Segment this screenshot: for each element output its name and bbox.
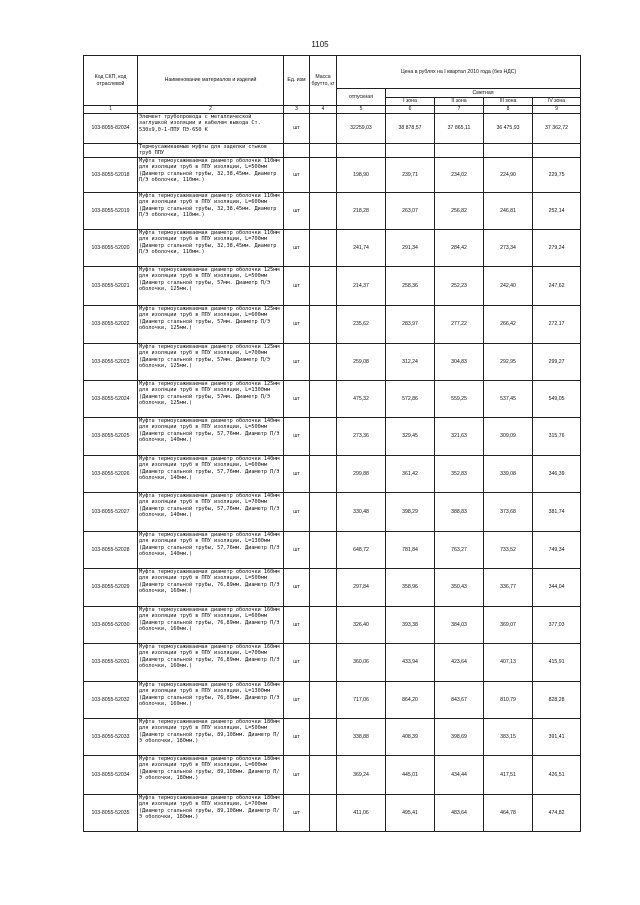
zone-1-price: 572,86	[386, 381, 435, 418]
zone-3-price: 373,68	[484, 493, 533, 532]
release-price: 330,48	[337, 493, 386, 532]
zone-3-price: 464,78	[484, 795, 533, 832]
zone-2-price: 434,44	[435, 756, 484, 795]
release-price: 259,08	[337, 344, 386, 381]
zone-4-price: 749,34	[533, 532, 581, 569]
item-unit: шт	[284, 607, 310, 644]
release-price: 214,37	[337, 267, 386, 306]
zone-2-price: 304,83	[435, 344, 484, 381]
zone-1-price: 38 878,57	[386, 114, 435, 144]
zone-3-price: 537,45	[484, 381, 533, 418]
item-code: 103-8055-52020	[84, 230, 138, 267]
item-name: Муфта термоусаживаемая диаметр оболочки 125мм для изоляции труб в ППУ изоляции, L=1300мм (Диаметр стальной трубы, 57мм. Диаметр П/Э оболочки, 125мм.)	[138, 381, 284, 418]
zone-4-price: 377,03	[533, 607, 581, 644]
item-mass	[310, 193, 337, 230]
zone-3-price: 369,07	[484, 607, 533, 644]
zone-4-price	[533, 144, 581, 158]
header-price-group: Цена в рублях на I квартал 2010 года (без НДС)	[337, 56, 581, 89]
zone-2-price: 252,23	[435, 267, 484, 306]
item-unit: шт	[284, 344, 310, 381]
item-code: 103-8055-52025	[84, 418, 138, 456]
table-row	[84, 756, 581, 795]
zone-1-price: 781,84	[386, 532, 435, 569]
item-code	[84, 144, 138, 158]
item-unit: шт	[284, 682, 310, 719]
zone-1-price: 361,42	[386, 456, 435, 493]
item-mass	[310, 532, 337, 569]
table-row	[84, 607, 581, 644]
header-zone-4: IV зона	[533, 98, 581, 106]
item-name: Муфта термоусаживаемая диаметр оболочки 160мм для изоляции труб в ППУ изоляции, L=1300мм (Диаметр стальной трубы, 76,89мм. Диаметр П/Э оболочки, 160мм.)	[138, 682, 284, 719]
zone-1-price: 283,97	[386, 306, 435, 344]
item-name: Муфта термоусаживаемая диаметр оболочки 125мм для изоляции труб в ППУ изоляции, L=600мм (Диаметр стальной трубы, 57мм. Диаметр П/Э оболочки, 125мм.)	[138, 306, 284, 344]
item-unit: шт	[284, 114, 310, 144]
zone-2-price: 559,25	[435, 381, 484, 418]
zone-2-price: 234,02	[435, 158, 484, 193]
zone-4-price: 315,76	[533, 418, 581, 456]
zone-1-price: 864,20	[386, 682, 435, 719]
zone-4-price: 37 362,72	[533, 114, 581, 144]
item-name: Муфта термоусаживаемая диаметр оболочки 125мм для изоляции труб в ППУ изоляции, L=700мм (Диаметр стальной трубы, 57мм. Диаметр П/Э оболочки, 125мм.)	[138, 344, 284, 381]
column-number: 2	[138, 106, 284, 114]
item-name: Муфта термоусаживаемая диаметр оболочки 180мм для изоляции труб в ППУ изоляции, L=500мм (Диаметр стальной трубы, 89,108мм. Диаметр П/Э оболочки, 180мм.)	[138, 719, 284, 756]
table-row	[84, 306, 581, 344]
item-name: Муфта термоусаживаемая диаметр оболочки 110мм для изоляции труб в ППУ изоляции, L=500мм (Диаметр стальной трубы, 32,38,45мм. Диаметр П/Э оболочки, 110мм.)	[138, 158, 284, 193]
table-row	[84, 569, 581, 607]
header-zone-3: III зона	[484, 98, 533, 106]
item-unit	[284, 144, 310, 158]
zone-4-price: 279,24	[533, 230, 581, 267]
item-unit: шт	[284, 418, 310, 456]
table-row	[84, 381, 581, 418]
release-price: 235,62	[337, 306, 386, 344]
item-code: 103-8055-52023	[84, 344, 138, 381]
zone-1-price: 433,94	[386, 644, 435, 682]
item-name: Муфта термоусаживаемая диаметр оболочки 140мм для изоляции труб в ППУ изоляции, L=600мм (Диаметр стальной трубы, 57,76мм. Диаметр П/Э оболочки, 140мм.)	[138, 456, 284, 493]
item-code: 103-8055-52034	[84, 756, 138, 795]
item-mass	[310, 158, 337, 193]
column-number: 1	[84, 106, 138, 114]
release-price: 218,28	[337, 193, 386, 230]
item-code: 103-8055-52026	[84, 456, 138, 493]
table-row	[84, 795, 581, 832]
zone-1-price: 495,41	[386, 795, 435, 832]
release-price: 299,88	[337, 456, 386, 493]
release-price: 326,40	[337, 607, 386, 644]
zone-1-price: 329,45	[386, 418, 435, 456]
item-unit: шт	[284, 532, 310, 569]
item-mass	[310, 493, 337, 532]
zone-4-price: 549,05	[533, 381, 581, 418]
zone-1-price: 393,38	[386, 607, 435, 644]
item-mass	[310, 267, 337, 306]
item-name: Элемент трубопровода с металлической заглушкой изоляции и кабелем вывода Ст. 530х9,0-1-ППУ ПЭ-650 К	[138, 114, 284, 144]
header-unit: Ед. изм	[284, 56, 310, 106]
item-code: 103-8055-52029	[84, 569, 138, 607]
table-row	[84, 267, 581, 306]
item-mass	[310, 607, 337, 644]
item-name: Муфта термоусаживаемая диаметр оболочки 160мм для изоляции труб в ППУ изоляции, L=700мм (Диаметр стальной трубы, 76,89мм. Диаметр П/Э оболочки, 160мм.)	[138, 644, 284, 682]
item-unit: шт	[284, 267, 310, 306]
page-number: 1105	[311, 40, 329, 49]
item-name: Муфта термоусаживаемая диаметр оболочки 160мм для изоляции труб в ППУ изоляции, L=600мм (Диаметр стальной трубы, 76,89мм. Диаметр П/Э оболочки, 160мм.)	[138, 607, 284, 644]
item-code: 103-8055-52024	[84, 381, 138, 418]
zone-3-price: 309,09	[484, 418, 533, 456]
zone-3-price: 246,81	[484, 193, 533, 230]
item-unit: шт	[284, 456, 310, 493]
zone-4-price: 229,75	[533, 158, 581, 193]
zone-4-price: 247,62	[533, 267, 581, 306]
zone-1-price	[386, 144, 435, 158]
release-price: 241,74	[337, 230, 386, 267]
zone-4-price: 346,39	[533, 456, 581, 493]
item-unit: шт	[284, 756, 310, 795]
table-row	[84, 532, 581, 569]
item-name: Муфта термоусаживаемая диаметр оболочки 110мм для изоляции труб в ППУ изоляции, L=700мм (Диаметр стальной трубы, 32,38,45мм. Диаметр П/Э оболочки, 110мм.)	[138, 230, 284, 267]
zone-2-price: 284,42	[435, 230, 484, 267]
item-name: Муфта термоусаживаемая диаметр оболочки 140мм для изоляции труб в ППУ изоляции, L=500мм (Диаметр стальной трубы, 57,76мм. Диаметр П/Э оболочки, 140мм.)	[138, 418, 284, 456]
zone-1-price: 445,01	[386, 756, 435, 795]
zone-2-price: 483,64	[435, 795, 484, 832]
zone-4-price: 828,28	[533, 682, 581, 719]
release-price: 297,84	[337, 569, 386, 607]
item-unit: шт	[284, 193, 310, 230]
table-row	[84, 719, 581, 756]
zone-2-price: 256,82	[435, 193, 484, 230]
table-row	[84, 682, 581, 719]
header-name: Наименование материалов и изделий	[138, 56, 284, 106]
zone-1-price: 291,34	[386, 230, 435, 267]
zone-1-price: 408,39	[386, 719, 435, 756]
release-price: 648,72	[337, 532, 386, 569]
item-name: Термоусаживаемые муфты для заделки стыков труб ППУ	[138, 144, 284, 158]
zone-2-price: 277,22	[435, 306, 484, 344]
item-mass	[310, 381, 337, 418]
item-name: Муфта термоусаживаемая диаметр оболочки 125мм для изоляции труб в ППУ изоляции, L=500мм (Диаметр стальной трубы, 57мм. Диаметр П/Э оболочки, 125мм.)	[138, 267, 284, 306]
item-unit: шт	[284, 795, 310, 832]
zone-3-price: 339,08	[484, 456, 533, 493]
item-name: Муфта термоусаживаемая диаметр оболочки 180мм для изоляции труб в ППУ изоляции, L=600мм (Диаметр стальной трубы, 89,108мм. Диаметр П/Э оболочки, 180мм.)	[138, 756, 284, 795]
zone-3-price: 417,51	[484, 756, 533, 795]
zone-2-price: 384,03	[435, 607, 484, 644]
zone-3-price: 266,42	[484, 306, 533, 344]
header-zone-2: II зона	[435, 98, 484, 106]
item-code: 103-8055-52027	[84, 493, 138, 532]
item-mass	[310, 230, 337, 267]
header-release-price: отпускная	[337, 89, 386, 106]
item-mass	[310, 795, 337, 832]
zone-1-price: 263,07	[386, 193, 435, 230]
zone-4-price: 272,17	[533, 306, 581, 344]
table-row	[84, 644, 581, 682]
zone-3-price: 383,15	[484, 719, 533, 756]
table-row	[84, 114, 581, 144]
release-price: 369,24	[337, 756, 386, 795]
item-unit: шт	[284, 569, 310, 607]
table-row	[84, 344, 581, 381]
price-table	[83, 55, 581, 832]
zone-3-price: 224,90	[484, 158, 533, 193]
item-code: 103-8055-52031	[84, 644, 138, 682]
item-code: 103-8055-52021	[84, 267, 138, 306]
zone-3-price: 273,34	[484, 230, 533, 267]
column-number: 9	[533, 106, 581, 114]
item-code: 103-8055-52033	[84, 719, 138, 756]
table-row	[84, 418, 581, 456]
item-mass	[310, 456, 337, 493]
zone-4-price: 252,14	[533, 193, 581, 230]
item-mass	[310, 418, 337, 456]
column-number: 8	[484, 106, 533, 114]
item-unit: шт	[284, 644, 310, 682]
item-code: 103-8055-52018	[84, 158, 138, 193]
zone-2-price: 398,69	[435, 719, 484, 756]
column-number-row	[84, 106, 581, 114]
release-price: 198,90	[337, 158, 386, 193]
zone-3-price: 407,13	[484, 644, 533, 682]
zone-1-price: 239,71	[386, 158, 435, 193]
item-code: 103-8055-82034	[84, 114, 138, 144]
table-row	[84, 158, 581, 193]
table-row	[84, 493, 581, 532]
table-row	[84, 230, 581, 267]
item-mass	[310, 756, 337, 795]
item-unit: шт	[284, 230, 310, 267]
item-mass	[310, 569, 337, 607]
zone-2-price: 321,63	[435, 418, 484, 456]
zone-2-price: 843,67	[435, 682, 484, 719]
item-name: Муфта термоусаживаемая диаметр оболочки 110мм для изоляции труб в ППУ изоляции, L=600мм (Диаметр стальной трубы, 32,38,45мм. Диаметр П/Э оболочки, 110мм.)	[138, 193, 284, 230]
item-mass	[310, 114, 337, 144]
column-number: 4	[310, 106, 337, 114]
item-mass	[310, 682, 337, 719]
zone-3-price: 733,52	[484, 532, 533, 569]
zone-3-price: 242,40	[484, 267, 533, 306]
item-name: Муфта термоусаживаемая диаметр оболочки 140мм для изоляции труб в ППУ изоляции, L=1300мм (Диаметр стальной трубы, 57,76мм. Диаметр П/Э оболочки, 140мм.)	[138, 532, 284, 569]
item-unit: шт	[284, 306, 310, 344]
release-price: 360,06	[337, 644, 386, 682]
zone-4-price: 415,91	[533, 644, 581, 682]
release-price: 338,88	[337, 719, 386, 756]
zone-3-price	[484, 144, 533, 158]
zone-2-price: 423,64	[435, 644, 484, 682]
item-unit: шт	[284, 719, 310, 756]
item-code: 103-8055-52032	[84, 682, 138, 719]
zone-3-price: 810,79	[484, 682, 533, 719]
zone-2-price: 388,83	[435, 493, 484, 532]
column-number: 6	[386, 106, 435, 114]
zone-3-price: 36 475,93	[484, 114, 533, 144]
column-number: 3	[284, 106, 310, 114]
table-body	[84, 114, 581, 832]
zone-1-price: 398,29	[386, 493, 435, 532]
release-price: 32259,03	[337, 114, 386, 144]
item-name: Муфта термоусаживаемая диаметр оболочки 140мм для изоляции труб в ППУ изоляции, L=700мм (Диаметр стальной трубы, 57,76мм. Диаметр П/Э оболочки, 140мм.)	[138, 493, 284, 532]
zone-2-price: 350,43	[435, 569, 484, 607]
zone-4-price: 344,04	[533, 569, 581, 607]
item-unit: шт	[284, 381, 310, 418]
item-mass	[310, 306, 337, 344]
zone-3-price: 336,77	[484, 569, 533, 607]
table-row	[84, 193, 581, 230]
zone-3-price: 292,95	[484, 344, 533, 381]
release-price: 273,36	[337, 418, 386, 456]
item-mass	[310, 344, 337, 381]
item-mass	[310, 644, 337, 682]
item-unit: шт	[284, 493, 310, 532]
zone-4-price: 299,27	[533, 344, 581, 381]
item-unit: шт	[284, 158, 310, 193]
column-number: 7	[435, 106, 484, 114]
release-price: 411,06	[337, 795, 386, 832]
item-code: 103-8055-52035	[84, 795, 138, 832]
item-name: Муфта термоусаживаемая диаметр оболочки 160мм для изоляции труб в ППУ изоляции, L=500мм (Диаметр стальной трубы, 76,89мм. Диаметр П/Э оболочки, 160мм.)	[138, 569, 284, 607]
zone-2-price: 37 865,11	[435, 114, 484, 144]
zone-4-price: 391,41	[533, 719, 581, 756]
item-code: 103-8055-52022	[84, 306, 138, 344]
release-price: 717,06	[337, 682, 386, 719]
item-mass	[310, 719, 337, 756]
release-price	[337, 144, 386, 158]
column-number: 5	[337, 106, 386, 114]
header-code: Код СКП, код отраслевой	[84, 56, 138, 106]
item-mass	[310, 144, 337, 158]
zone-1-price: 258,36	[386, 267, 435, 306]
item-name: Муфта термоусаживаемая диаметр оболочки 180мм для изоляции труб в ППУ изоляции, L=700мм (Диаметр стальной трубы, 89,108мм. Диаметр П/Э оболочки, 180мм.)	[138, 795, 284, 832]
zone-4-price: 381,74	[533, 493, 581, 532]
zone-2-price: 763,27	[435, 532, 484, 569]
header-mass: Масса брутто, кг	[310, 56, 337, 106]
zone-2-price	[435, 144, 484, 158]
table-row	[84, 144, 581, 158]
header-estimate-price: Сметная	[386, 89, 581, 98]
zone-4-price: 426,51	[533, 756, 581, 795]
item-code: 103-8055-52030	[84, 607, 138, 644]
release-price: 475,32	[337, 381, 386, 418]
table-row	[84, 456, 581, 493]
zone-2-price: 352,83	[435, 456, 484, 493]
zone-1-price: 358,96	[386, 569, 435, 607]
item-code: 103-8055-52028	[84, 532, 138, 569]
zone-1-price: 312,24	[386, 344, 435, 381]
header-zone-1: I зона	[386, 98, 435, 106]
item-code: 103-8055-52019	[84, 193, 138, 230]
zone-4-price: 474,82	[533, 795, 581, 832]
